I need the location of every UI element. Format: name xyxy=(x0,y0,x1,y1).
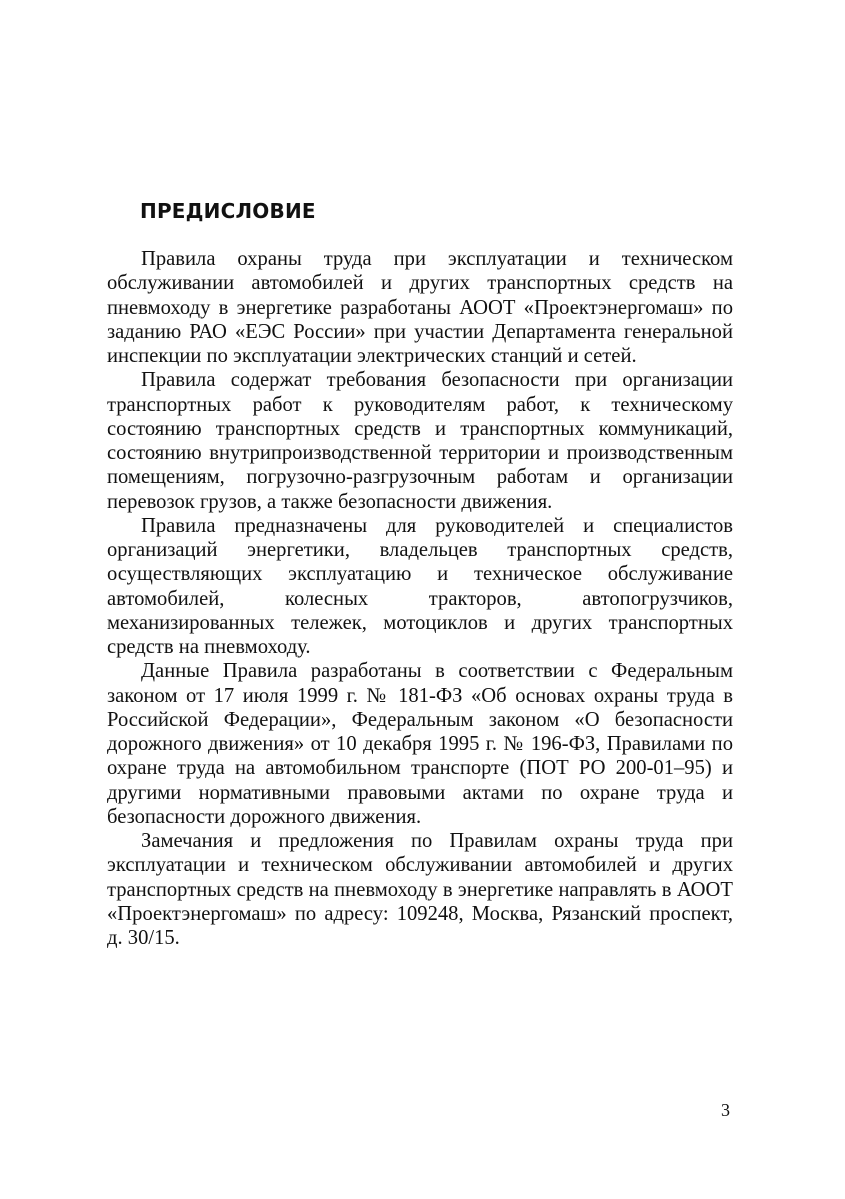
section-heading: ПРЕДИСЛОВИЕ xyxy=(140,199,316,223)
paragraph-contents: Правила содержат требования безопасности при организации транспортных работ к руководителям работ, к техническому состоянию транспортных средств и транспортных коммуникаций, состоянию внутрипроизводственной территории и производственным помещениям, погрузочно-разгрузочным работам и организации перевозок грузов, а также безопасности движения. xyxy=(107,369,733,513)
paragraph-audience: Правила предназначены для руководителей и специалистов организаций энергетики, владельцев транспортных средств, осуществляющих эксплуатацию и техническое обслуживание автомобилей, колесных тракторов, автопогрузчиков, механизированных тележек, мотоциклов и других транспортных средств на пневмоходу. xyxy=(107,514,733,658)
paragraph-legal-basis: Данные Правила разработаны в соответствии с Федеральным законом от 17 июля 1999 г. № 181-ФЗ «Об основах охраны труда в Российской Федерации», Федеральным законом «О безопасности дорожного движения» от 10 декабря 1995 г. № 196-ФЗ, Правилами по охране труда на автомобильном транспорте (ПОТ РО 200-01–95) и другими нормативными правовыми актами по охране труда и безопасности дорожного движения. xyxy=(107,660,733,828)
paragraph-feedback-address: Замечания и предложения по Правилам охраны труда при эксплуатации и техническом обслуживании автомобилей и других транспортных средств на пневмоходу в энергетике направлять в АООТ «Проектэнергомаш» по адресу: 109248, Москва, Рязанский проспект, д. 30/15. xyxy=(107,830,733,949)
preface-body xyxy=(107,247,733,950)
paragraph-authors: Правила охраны труда при эксплуатации и техническом обслуживании автомобилей и других транспортных средств на пневмоходу в энергетике разработаны АООТ «Проектэнергомаш» по заданию РАО «ЕЭС России» при участии Департамента генеральной инспекции по эксплуатации электрических станций и сетей. xyxy=(107,248,733,367)
page-number: 3 xyxy=(721,1100,730,1120)
